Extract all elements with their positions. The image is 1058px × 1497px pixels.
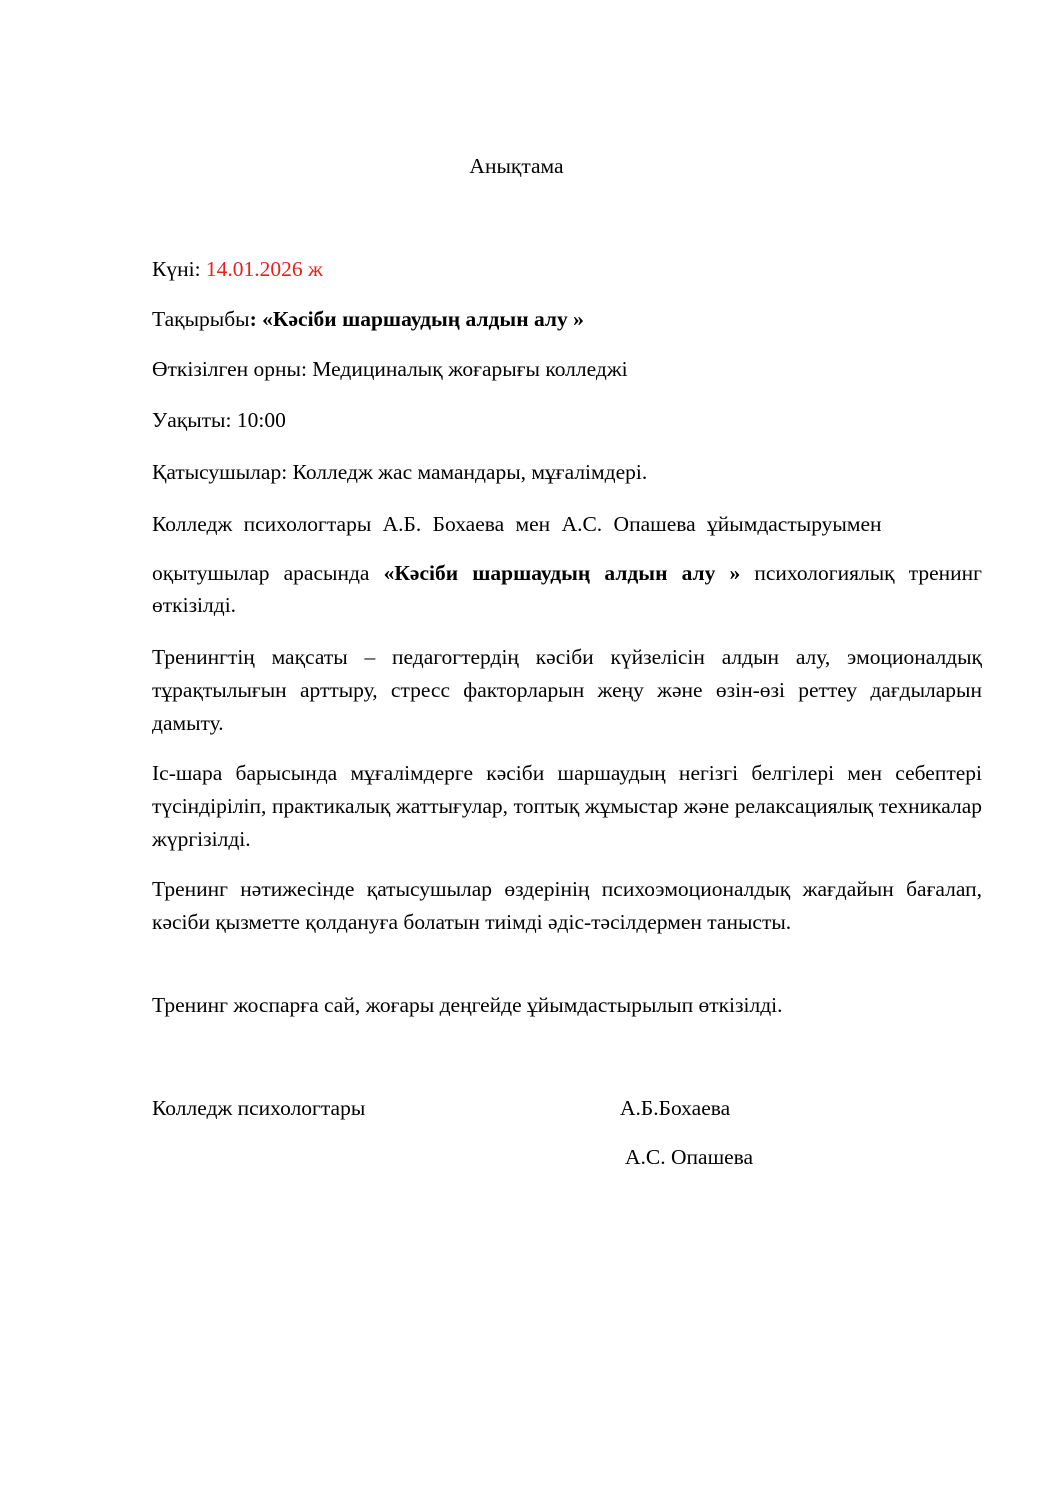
date-label: Күні: <box>152 257 206 281</box>
intro-paragraph <box>152 557 982 621</box>
signature-role: Колледж психологтары <box>152 1096 366 1120</box>
date-line <box>152 255 323 283</box>
topic-line <box>152 305 584 333</box>
topic-label: Тақырыбы <box>152 307 250 331</box>
date-value: 14.01.2026 ж <box>205 257 323 281</box>
intro-paragraph-end: психологиялық тренинг өткізілді. <box>152 561 982 617</box>
goal-paragraph: Тренингтің мақсаты – педагогтердің кәсіби күйзелісін алдын алу, эмоционалдық тұрақтылығын арттыру, стресс факторларын жеңу және өзін-өзі реттеу дағдыларын дамыту. <box>152 645 982 735</box>
document-title: Анықтама <box>469 154 564 178</box>
signature-name-2: А.С. Опашева <box>625 1145 754 1169</box>
intro-line: Колледж психологтары А.Б. Бохаева мен А.С. Опашева ұйымдастыруымен <box>152 512 882 536</box>
signature-name-1: А.Б.Бохаева <box>620 1096 731 1120</box>
activity-paragraph: Іс-шара барысында мұғалімдерге кәсіби шаршаудың негізгі белгілері мен себептері түсіндіріліп, практикалық жаттығулар, топтық жұмыстар және релаксациялық техникалар жүргізілді. <box>152 761 982 851</box>
closing-paragraph: Тренинг жоспарға сай, жоғары деңгейде ұйымдастырылып өткізілді. <box>152 993 783 1017</box>
topic-value: : «Кәсіби шаршаудың алдын алу » <box>249 307 584 331</box>
participants-line: Қатысушылар: Колледж жас мамандары, мұғалімдері. <box>152 460 648 484</box>
result-paragraph: Тренинг нәтижесінде қатысушылар өздерінің психоэмоционалдық жағдайын бағалап, кәсіби қызметте қолдануға болатын тиімді әдіс-тәсілдермен танысты. <box>152 877 982 934</box>
time-line: Уақыты: 10:00 <box>152 408 286 432</box>
venue-line: Өткізілген орны: Медициналық жоғарығы колледжі <box>152 357 628 381</box>
intro-paragraph-start: оқытушылар арасында <box>152 561 384 585</box>
intro-paragraph-topic: «Кәсіби шаршаудың алдын алу » <box>383 561 741 585</box>
